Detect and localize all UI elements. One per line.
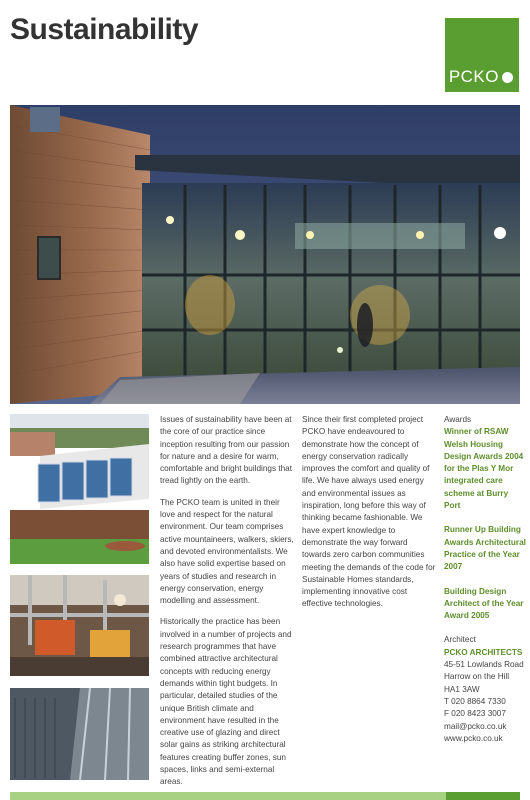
contact-telephone: T 020 8864 7330 — [444, 696, 506, 706]
building-dusk-image — [10, 105, 520, 404]
footer-bar-accent — [446, 792, 520, 800]
logo-text: PCKO — [448, 67, 499, 86]
contact-postcode: HA1 3AW — [444, 684, 480, 694]
paragraph: Issues of sustainability have been at the core of our practice since inception resulting from our passion for nature and a desire for warm, comfortable and bright buildings that tread lightly on the earth. — [160, 415, 292, 486]
award-item: Runner Up Building Awards Architectural Practice of the Year 2007 — [444, 525, 526, 572]
contact-email[interactable]: mail@pcko.co.uk — [444, 721, 507, 731]
pcko-logo — [445, 18, 519, 92]
paragraph: Historically the practice has been involved in a number of projects and research programmes that have combined attractive architectural concepts with reducing energy demands within tight budgets. In particular, detailed studies of the unique British climate and environment have resulted in the creative use of glazing and direct solar gains as striking architectural features creating buffer zones, sun spaces, links and semi-external areas. — [160, 617, 292, 787]
award-item: Building Design Architect of the Year Award 2005 — [444, 586, 524, 621]
contact-website[interactable]: www.pcko.co.uk — [444, 733, 503, 743]
contact-block — [444, 634, 526, 745]
page-title: Sustainability — [10, 13, 199, 46]
contact-address-2: Harrow on the Hill — [444, 672, 510, 682]
awards-sidebar — [444, 414, 526, 745]
contact-fax: F 020 8423 3007 — [444, 709, 506, 719]
plant-room-photo — [10, 575, 149, 676]
atrium-detail-photo — [10, 688, 149, 780]
body-column-1 — [160, 414, 295, 798]
atrium-detail-image — [10, 688, 149, 780]
solar-panels-image — [10, 414, 149, 564]
logo-dot-icon — [502, 72, 513, 83]
hero-photo — [10, 105, 520, 404]
award-item: Winner of RSAW Welsh Housing Design Awards 2004 for the Plas Y Mor integrated care scheme at Burry Port — [444, 427, 524, 511]
paragraph: The PCKO team is united in their love and respect for the natural environment. Our team comprises active mountaineers, walkers, skiers, and devoted environmentalists. We also have solid expertise based on years of studies and research in energy conservation, energy modelling and assessment. — [160, 497, 294, 606]
contact-address-1: 45-51 Lowlands Road — [444, 660, 524, 670]
contact-company: PCKO ARCHITECTS — [444, 647, 523, 657]
awards-heading: Awards — [444, 415, 472, 424]
body-column-2 — [302, 414, 438, 620]
contact-role: Architect — [444, 635, 476, 645]
footer-bar — [10, 792, 520, 800]
solar-panels-photo — [10, 414, 149, 564]
plant-room-image — [10, 575, 149, 676]
paragraph: Since their first completed project PCKO have endeavoured to demonstrate how the concept of energy conservation radically improves the comfort and quality of life. We have always used energy and environmental issues as inspiration, long before this way of thinking became fashionable. We have expert knowledge to demonstrate the way forward towards zero carbon communities meeting the demands of the code for Sustainable Homes standards, implementing innovative cost effective technologies. — [302, 415, 436, 609]
